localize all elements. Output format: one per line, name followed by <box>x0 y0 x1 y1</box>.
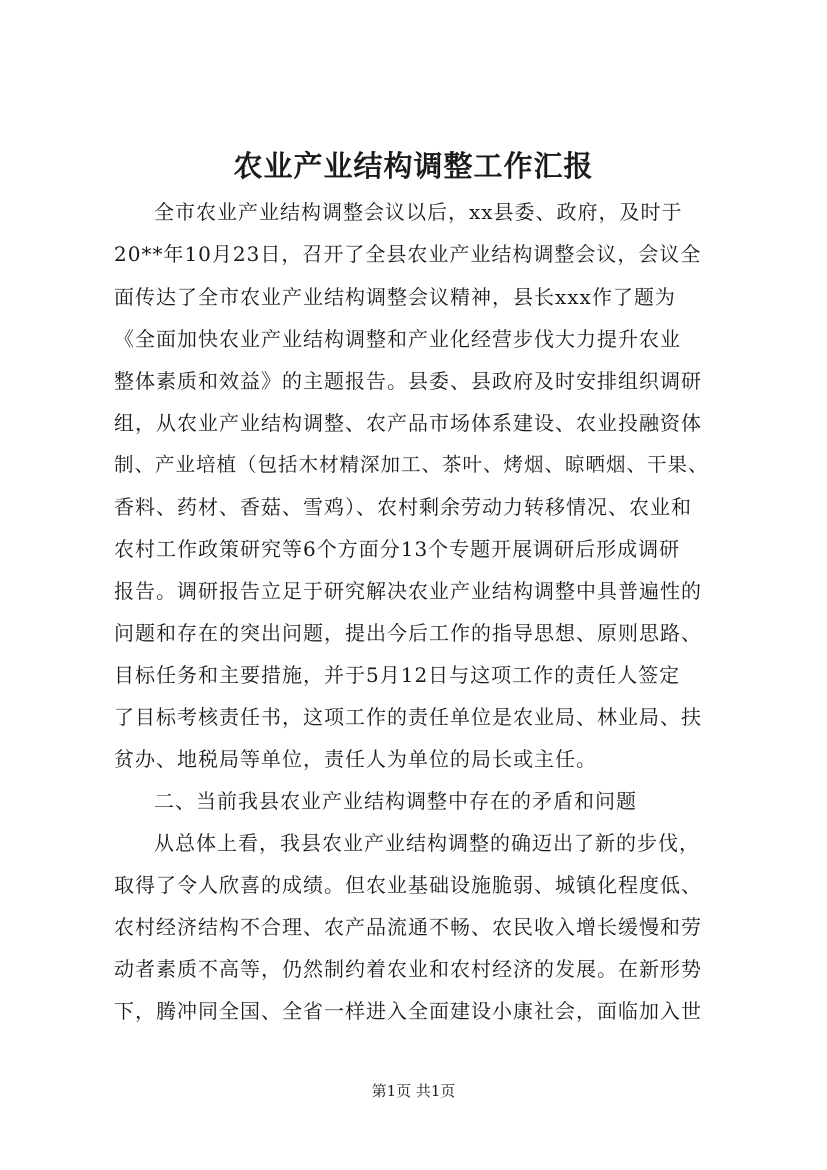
text-line: 全市农业产业结构调整会议以后，xx县委、政府，及时于 <box>154 200 683 224</box>
text-line: 下，腾冲同全国、全省一样进入全面建设小康社会，面临加入世 <box>114 999 702 1023</box>
text-line: 贫办、地税局等单位，责任人为单位的局长或主任。 <box>114 747 597 771</box>
text-line: 制、产业培植（包括木材精深加工、茶叶、烤烟、晾晒烟、干果、 <box>114 453 709 476</box>
text-line: 整体素质和效益》的主题报告。县委、县政府及时安排组织调研 <box>114 369 702 393</box>
section-heading: 二、当前我县农业产业结构调整中存在的矛盾和问题 <box>154 789 637 813</box>
text-line: 面传达了全市农业产业结构调整会议精神，县长xxx作了题为 <box>114 285 676 309</box>
text-line: 了目标考核责任书，这项工作的责任单位是农业局、林业局、扶 <box>114 705 702 729</box>
text-line: 目标任务和主要措施，并于5月12日与这项工作的责任人签定 <box>114 663 681 687</box>
text-line: 香料、药材、香菇、雪鸡）、农村剩余劳动力转移情况、农业和 <box>114 495 692 519</box>
text-line: 取得了令人欣喜的成绩。但农业基础设施脆弱、城镇化程度低、 <box>114 873 702 897</box>
text-line: 农村经济结构不合理、农产品流通不畅、农民收入增长缓慢和劳 <box>114 915 702 939</box>
page-number-footer: 第1页 共1页 <box>371 1082 456 1100</box>
text-line: 动者素质不高等，仍然制约着农业和农村经济的发展。在新形势 <box>114 957 702 981</box>
text-line: 报告。调研报告立足于研究解决农业产业结构调整中具普遍性的 <box>114 579 702 603</box>
document-title: 农业产业结构调整工作汇报 <box>233 149 594 183</box>
text-line: 组，从农业产业结构调整、农产品市场体系建设、农业投融资体 <box>114 411 702 435</box>
text-line: 《全面加快农业产业结构调整和产业化经营步伐大力提升农业 <box>114 327 681 351</box>
text-line: 农村工作政策研究等6个方面分13个专题开展调研后形成调研 <box>114 537 681 561</box>
text-line: 从总体上看，我县农业产业结构调整的确迈出了新的步伐， <box>154 831 700 855</box>
text-line: 问题和存在的突出问题，提出今后工作的指导思想、原则思路、 <box>114 621 702 645</box>
text-line: 20**年10月23日，召开了全县农业产业结构调整会议，会议全 <box>114 242 702 266</box>
